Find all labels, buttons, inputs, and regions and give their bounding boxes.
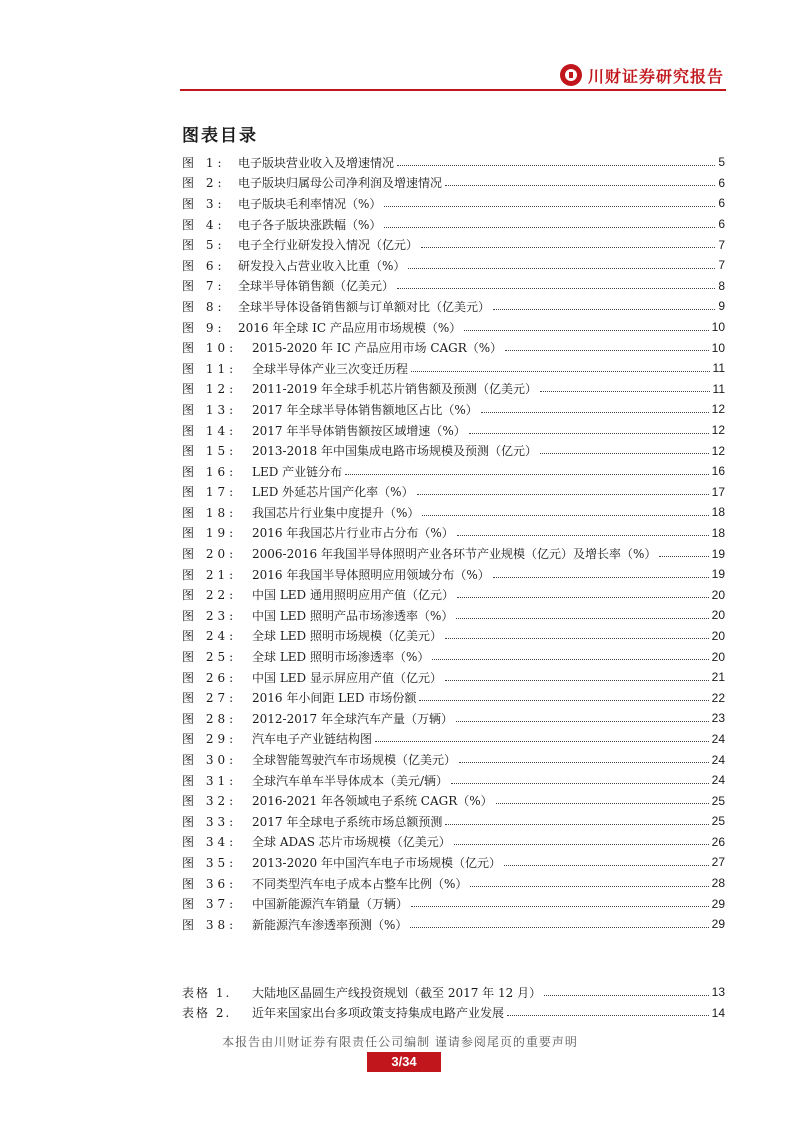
toc-leader-dots: [481, 412, 709, 413]
toc-entry-text: 电子版块营业收入及增速情况: [238, 155, 395, 170]
toc-entry-label: 图 16:: [182, 464, 238, 479]
toc-entry-label: 图 4:: [182, 217, 226, 232]
toc-entry-label: 图 38:: [182, 917, 238, 932]
toc-entry-text: 2017 年半导体销售额按区域增速（%）: [252, 423, 466, 438]
toc-entry-label: 图 9:: [182, 320, 226, 335]
toc-leader-dots: [456, 721, 709, 722]
toc-entry-text: 2015-2020 年 IC 产品应用市场 CAGR（%）: [252, 341, 503, 356]
toc-entry[interactable]: [182, 173, 725, 194]
toc-entry-page: 20: [711, 587, 725, 602]
toc-entry-text: 中国 LED 照明产品市场渗透率（%）: [252, 608, 454, 623]
toc-entry[interactable]: [182, 564, 725, 585]
toc-leader-dots: [470, 886, 708, 887]
toc-leader-dots: [411, 371, 710, 372]
toc-leader-dots: [493, 309, 715, 310]
toc-entry-page: 27: [711, 855, 725, 870]
toc-leader-dots: [464, 330, 708, 331]
toc-entry-label: 图 30:: [182, 753, 238, 768]
toc-entry[interactable]: [182, 708, 725, 729]
toc-entry[interactable]: [182, 420, 725, 441]
toc-entry-text: 2012-2017 年全球汽车产量（万辆）: [252, 711, 453, 726]
toc-entry-text: LED 产业链分布: [252, 464, 343, 479]
toc-entry-page: 10: [711, 320, 725, 335]
toc-entry-page: 19: [711, 546, 725, 561]
toc-entry-label: 图 11:: [182, 361, 238, 376]
toc-entry-label: 图 21:: [182, 567, 238, 582]
toc-entry-text: 研发投入占营业收入比重（%）: [238, 258, 406, 273]
toc-leader-dots: [421, 247, 715, 248]
toc-entry-text: 全球 ADAS 芯片市场规模（亿美元）: [252, 835, 451, 850]
toc-leader-dots: [454, 844, 709, 845]
toc-leader-dots: [410, 927, 708, 928]
toc-leader-dots: [417, 494, 709, 495]
toc-entry[interactable]: [182, 296, 725, 317]
toc-entry-text: 全球 LED 照明市场渗透率（%）: [252, 650, 430, 665]
toc-entry-page: 25: [711, 793, 725, 808]
toc-entry[interactable]: [182, 255, 725, 276]
toc-leader-dots: [504, 865, 709, 866]
toc-entry-label: 图 10:: [182, 341, 238, 356]
toc-entry-page: 20: [711, 608, 725, 623]
toc-entry-label: 图 15:: [182, 444, 238, 459]
table-list: [182, 982, 725, 1023]
toc-entry[interactable]: [182, 914, 725, 935]
toc-entry[interactable]: [182, 811, 725, 832]
toc-entry[interactable]: [182, 337, 725, 358]
toc-leader-dots: [505, 350, 708, 351]
toc-leader-dots: [540, 391, 710, 392]
toc-entry-text: 电子版块归属母公司净利润及增速情况: [238, 176, 443, 191]
toc-entry-page: 9: [718, 299, 725, 314]
toc-entry-page: 17: [711, 484, 725, 499]
toc-entry-label: 图 18:: [182, 505, 238, 520]
toc-entry-page: 14: [711, 1005, 725, 1020]
toc-entry-page: 29: [711, 917, 725, 932]
toc-entry-text: 2011-2019 年全球手机芯片销售额及预测（亿美元）: [252, 382, 537, 397]
toc-entry-text: 全球半导体设备销售额与订单额对比（亿美元）: [238, 299, 491, 314]
toc-entry-label: 图 5:: [182, 238, 226, 253]
toc-entry-text: 全球汽车单车半导体成本（美元/辆）: [252, 773, 449, 788]
toc-entry[interactable]: [182, 873, 725, 894]
toc-entry-page: 20: [711, 628, 725, 643]
toc-entry-label: 图 24:: [182, 629, 238, 644]
toc-entry-text: 电子版块毛利率情况（%）: [238, 196, 382, 211]
toc-entry-text: 2006-2016 年我国半导体照明产业各环节产业规模（亿元）及增长率（%）: [252, 547, 657, 562]
toc-entry-label: 图 31:: [182, 773, 238, 788]
toc-entry[interactable]: [182, 399, 725, 420]
toc-entry-page: 19: [711, 567, 725, 582]
toc-entry-page: 16: [711, 464, 725, 479]
toc-entry-label: 图 23:: [182, 608, 238, 623]
company-logo-icon: [560, 64, 582, 86]
toc-leader-dots: [451, 783, 709, 784]
toc-entry[interactable]: [182, 749, 725, 770]
toc-leader-dots: [659, 556, 708, 557]
toc-leader-dots: [493, 577, 709, 578]
toc-entry-label: 图 14:: [182, 423, 238, 438]
toc-entry-page: 28: [711, 876, 725, 891]
toc-entry-text: 汽车电子产业链结构图: [252, 732, 373, 747]
toc-entry[interactable]: [182, 584, 725, 605]
footer-disclaimer: 本报告由川财证券有限责任公司编制 谨请参阅尾页的重要声明: [222, 1035, 578, 1049]
toc-entry-label: 图 36:: [182, 876, 238, 891]
toc-entry-page: 6: [718, 175, 725, 190]
figure-list: [182, 152, 725, 935]
header-rule: [180, 89, 726, 91]
toc-entry-label: 图 32:: [182, 794, 238, 809]
toc-entry[interactable]: [182, 152, 725, 173]
toc-entry-label: 图 29:: [182, 732, 238, 747]
toc-entry-page: 12: [711, 402, 725, 417]
toc-entry[interactable]: [182, 523, 725, 544]
toc-entry-label: 图 20:: [182, 547, 238, 562]
toc-entry[interactable]: [182, 832, 725, 853]
toc-leader-dots: [408, 268, 715, 269]
toc-entry[interactable]: [182, 982, 725, 1003]
toc-leader-dots: [457, 535, 709, 536]
toc-entry[interactable]: [182, 461, 725, 482]
toc-entry[interactable]: [182, 605, 725, 626]
toc-entry-label: 图 35:: [182, 855, 238, 870]
toc-entry-label: 图 28:: [182, 711, 238, 726]
toc-entry-page: 24: [711, 731, 725, 746]
toc-entry-page: 12: [711, 423, 725, 438]
toc-leader-dots: [445, 638, 709, 639]
toc-entry-text: 全球 LED 照明市场规模（亿美元）: [252, 629, 442, 644]
toc-entry-text: 2013-2020 年中国汽车电子市场规模（亿元）: [252, 855, 501, 870]
toc-entry[interactable]: [182, 626, 725, 647]
toc-entry-page: 23: [711, 711, 725, 726]
toc-title: 图表目录: [182, 126, 258, 146]
toc-entry-label: 图 34:: [182, 835, 238, 850]
toc-entry[interactable]: [182, 687, 725, 708]
toc-entry-text: 大陆地区晶圆生产线投资规划（截至 2017 年 12 月）: [252, 985, 542, 1000]
toc-entry-page: 6: [718, 196, 725, 211]
toc-entry-text: 全球智能驾驶汽车市场规模（亿美元）: [252, 753, 457, 768]
toc-entry-page: 6: [718, 217, 725, 232]
toc-entry[interactable]: [182, 667, 725, 688]
toc-leader-dots: [456, 618, 708, 619]
toc-leader-dots: [457, 597, 709, 598]
toc-entry-label: 图 26:: [182, 670, 238, 685]
toc-entry-page: 24: [711, 773, 725, 788]
toc-entry-label: 图 22:: [182, 588, 238, 603]
toc-leader-dots: [384, 206, 715, 207]
toc-leader-dots: [345, 474, 708, 475]
toc-entry-page: 18: [711, 525, 725, 540]
toc-entry-label: 图 33:: [182, 814, 238, 829]
toc-entry[interactable]: [182, 893, 725, 914]
toc-entry-page: 8: [718, 278, 725, 293]
toc-entry-text: 全球半导体产业三次变迁历程: [252, 361, 409, 376]
toc-entry[interactable]: [182, 543, 725, 564]
toc-entry-text: 2017 年全球电子系统市场总额预测: [252, 814, 443, 829]
toc-entry-label: 图 37:: [182, 897, 238, 912]
toc-entry-text: 电子全行业研发投入情况（亿元）: [238, 238, 419, 253]
toc-entry-page: 7: [718, 258, 725, 273]
toc-entry-label: 图 6:: [182, 258, 226, 273]
toc-entry-page: 24: [711, 752, 725, 767]
toc-entry-page: 26: [711, 834, 725, 849]
toc-entry[interactable]: [182, 440, 725, 461]
toc-entry[interactable]: [182, 852, 725, 873]
toc-leader-dots: [507, 1015, 709, 1016]
toc-entry[interactable]: [182, 502, 725, 523]
toc-entry-text: 不同类型汽车电子成本占整车比例（%）: [252, 876, 468, 891]
toc-leader-dots: [469, 433, 709, 434]
toc-entry[interactable]: [182, 770, 725, 791]
toc-entry-page: 13: [711, 985, 725, 1000]
toc-leader-dots: [496, 803, 709, 804]
toc-entry[interactable]: [182, 379, 725, 400]
toc-entry[interactable]: [182, 790, 725, 811]
toc-entry-text: 2017 年全球半导体销售额地区占比（%）: [252, 402, 478, 417]
toc-entry-text: 2016 年全球 IC 产品应用市场规模（%）: [238, 320, 462, 335]
toc-entry[interactable]: [182, 317, 725, 338]
brand-name: 川财证券研究报告: [587, 66, 724, 86]
toc-entry-text: 新能源汽车渗透率预测（%）: [252, 917, 408, 932]
toc-entry-page: 7: [718, 237, 725, 252]
toc-entry-page: 5: [718, 155, 725, 170]
toc-entry[interactable]: [182, 358, 725, 379]
toc-leader-dots: [375, 741, 709, 742]
toc-entry-label: 图 1:: [182, 155, 226, 170]
toc-entry-text: 2016-2021 年各领域电子系统 CAGR（%）: [252, 794, 493, 809]
toc-entry-text: 近年来国家出台多项政策支持集成电路产业发展: [252, 1006, 505, 1021]
toc-entry-text: 中国新能源汽车销量（万辆）: [252, 897, 409, 912]
toc-entry[interactable]: [182, 646, 725, 667]
toc-entry-text: 2016 年小间距 LED 市场份额: [252, 691, 417, 706]
toc-entry-text: 我国芯片行业集中度提升（%）: [252, 505, 420, 520]
report-header: [560, 62, 724, 88]
toc-entry-label: 图 2:: [182, 176, 226, 191]
toc-leader-dots: [432, 659, 708, 660]
toc-leader-dots: [445, 680, 709, 681]
toc-entry-label: 图 25:: [182, 650, 238, 665]
toc-leader-dots: [397, 288, 715, 289]
toc-leader-dots: [445, 185, 715, 186]
toc-entry-label: 图 12:: [182, 382, 238, 397]
toc-entry-text: 中国 LED 显示屏应用产值（亿元）: [252, 670, 442, 685]
toc-entry[interactable]: [182, 482, 725, 503]
toc-leader-dots: [397, 165, 715, 166]
toc-entry-text: 全球半导体销售额（亿美元）: [238, 279, 395, 294]
toc-entry-page: 12: [711, 443, 725, 458]
toc-entry[interactable]: [182, 214, 725, 235]
toc-entry[interactable]: [182, 729, 725, 750]
toc-leader-dots: [459, 762, 709, 763]
toc-entry-page: 11: [712, 361, 725, 376]
toc-entry-text: 中国 LED 通用照明应用产值（亿元）: [252, 588, 454, 603]
toc-entry[interactable]: [182, 276, 725, 297]
toc-entry-label: 图 13:: [182, 402, 238, 417]
toc-entry-text: 2016 年我国半导体照明应用领域分布（%）: [252, 567, 490, 582]
toc-entry-page: 11: [712, 381, 725, 396]
toc-leader-dots: [384, 227, 715, 228]
toc-entry-page: 25: [711, 814, 725, 829]
toc-entry-text: 2016 年我国芯片行业市占分布（%）: [252, 526, 454, 541]
toc-entry[interactable]: [182, 193, 725, 214]
page-number: 3/34: [367, 1052, 441, 1072]
toc-entry-page: 18: [711, 505, 725, 520]
toc-leader-dots: [419, 700, 708, 701]
toc-leader-dots: [411, 906, 709, 907]
toc-entry-label: 表格 1.: [182, 985, 232, 1000]
toc-entry-label: 图 17:: [182, 485, 238, 500]
toc-entry-page: 20: [711, 649, 725, 664]
toc-entry-page: 22: [711, 690, 725, 705]
toc-entry-label: 表格 2.: [182, 1006, 232, 1021]
toc-entry-label: 图 27:: [182, 691, 238, 706]
toc-entry-text: LED 外延芯片国产化率（%）: [252, 485, 414, 500]
toc-entry-label: 图 8:: [182, 299, 226, 314]
toc-leader-dots: [422, 515, 708, 516]
toc-entry-text: 电子各子版块涨跌幅（%）: [238, 217, 382, 232]
toc-entry-page: 10: [711, 340, 725, 355]
toc-leader-dots: [544, 995, 709, 996]
toc-leader-dots: [540, 453, 709, 454]
toc-entry-label: 图 7:: [182, 279, 226, 294]
toc-entry[interactable]: [182, 234, 725, 255]
toc-entry-page: 21: [711, 670, 725, 685]
toc-entry[interactable]: [182, 1003, 725, 1024]
toc-entry-label: 图 19:: [182, 526, 238, 541]
toc-leader-dots: [445, 824, 708, 825]
toc-entry-label: 图 3:: [182, 196, 226, 211]
toc-entry-page: 29: [711, 896, 725, 911]
toc-entry-text: 2013-2018 年中国集成电路市场规模及预测（亿元）: [252, 444, 537, 459]
